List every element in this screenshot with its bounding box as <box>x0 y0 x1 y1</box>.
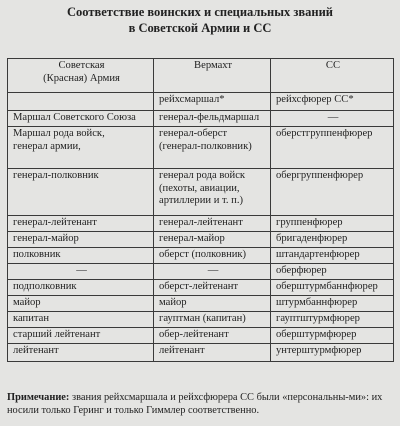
table-row <box>8 248 394 264</box>
table-row <box>8 280 394 296</box>
table-row <box>8 344 394 362</box>
cell-soviet: полковник <box>8 248 154 264</box>
cell-ss: бригаденфюрер <box>271 232 394 248</box>
cell-wehrmacht: генерал-майор <box>154 232 271 248</box>
title-line-2: в Советской Армии и СС <box>128 21 272 35</box>
header-ss: СС <box>271 59 394 93</box>
cell-soviet: — <box>8 264 154 280</box>
cell-wehrmacht: генерал рода войск (пехоты, авиации, артиллерии и т. п.) <box>154 169 271 216</box>
cell-ss: гауптштурмфюрер <box>271 312 394 328</box>
cell-ss: обергруппенфюрер <box>271 169 394 216</box>
cell-wehrmacht: оберст (полковник) <box>154 248 271 264</box>
rank-table <box>7 58 394 362</box>
footnote-text: звания рейхсмаршала и рейхсфюрера СС были «персональны-ми»: их носили только Геринг и только Гиммлер соответственно. <box>7 392 383 416</box>
footnote-label: Примечание: <box>7 392 70 403</box>
cell-ss: штурмбаннфюрер <box>271 296 394 312</box>
table-row <box>8 127 394 169</box>
cell-ss: оберштурмфюрер <box>271 328 394 344</box>
cell-ss: штандартенфюрер <box>271 248 394 264</box>
cell-ss: оберстгруппенфюрер <box>271 127 394 169</box>
table-row <box>8 232 394 248</box>
header-row <box>8 59 394 93</box>
title-line-1: Соответствие воинских и специальных званий <box>66 5 334 19</box>
cell-ss: оберфюрер <box>271 264 394 280</box>
cell-soviet: генерал-полковник <box>8 169 154 216</box>
table-row <box>8 296 394 312</box>
cell-wehrmacht: лейтенант <box>154 344 271 362</box>
table-row <box>8 328 394 344</box>
cell-wehrmacht: — <box>154 264 271 280</box>
cell-soviet: Маршал Советского Союза <box>8 111 154 127</box>
header-soviet: Советская (Красная) Армия <box>8 59 154 93</box>
cell-wehrmacht: генерал-фельдмаршал <box>154 111 271 127</box>
table-row <box>8 216 394 232</box>
cell-ss: — <box>271 111 394 127</box>
cell-soviet: Маршал рода войск, генерал армии, <box>8 127 154 169</box>
cell-soviet: генерал-лейтенант <box>8 216 154 232</box>
cell-soviet: старший лейтенант <box>8 328 154 344</box>
cell-ss: оберштурмбаннфюрер <box>271 280 394 296</box>
cell-wehrmacht: рейхсмаршал* <box>154 93 271 111</box>
cell-wehrmacht: майор <box>154 296 271 312</box>
table-row <box>8 264 394 280</box>
cell-wehrmacht: генерал-лейтенант <box>154 216 271 232</box>
table-row <box>8 169 394 216</box>
footnote <box>7 391 393 417</box>
table-row <box>8 111 394 127</box>
table-row <box>8 312 394 328</box>
cell-wehrmacht: оберст-лейтенант <box>154 280 271 296</box>
table-row <box>8 93 394 111</box>
cell-ss: группенфюрер <box>271 216 394 232</box>
header-wehrmacht: Вермахт <box>154 59 271 93</box>
cell-ss: унтерштурмфюрер <box>271 344 394 362</box>
cell-soviet: майор <box>8 296 154 312</box>
cell-soviet <box>8 93 154 111</box>
cell-soviet: лейтенант <box>8 344 154 362</box>
cell-wehrmacht: обер-лейтенант <box>154 328 271 344</box>
cell-soviet: подполковник <box>8 280 154 296</box>
cell-ss: рейхсфюрер СС* <box>271 93 394 111</box>
cell-soviet: генерал-майор <box>8 232 154 248</box>
cell-soviet: капитан <box>8 312 154 328</box>
page-title <box>0 4 400 36</box>
cell-wehrmacht: гауптман (капитан) <box>154 312 271 328</box>
cell-wehrmacht: генерал-оберст (генерал-полковник) <box>154 127 271 169</box>
